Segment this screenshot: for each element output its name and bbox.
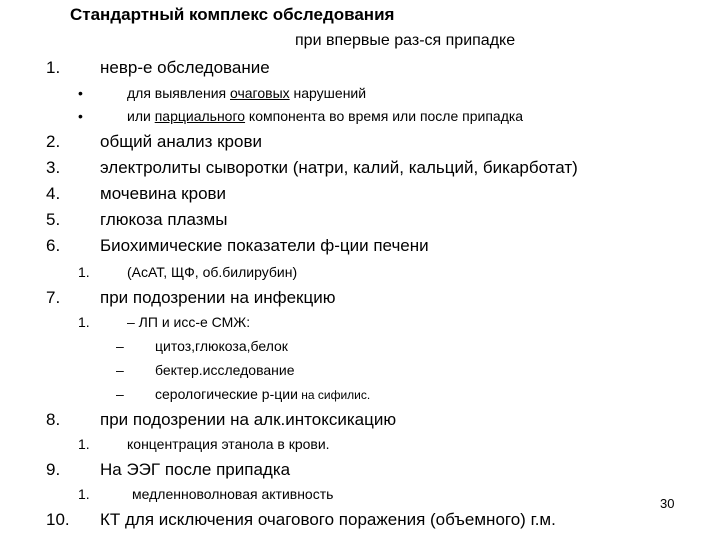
- bullet-icon: •: [78, 85, 83, 101]
- sub-list-item: – ЛП и исс-е СМЖ:: [127, 314, 251, 330]
- page-number: 30: [660, 496, 675, 511]
- list-number: 6.: [46, 236, 61, 255]
- list-number: 10.: [46, 510, 70, 529]
- list-item: На ЭЭГ после припадка: [100, 460, 291, 479]
- list-number: 3.: [46, 158, 61, 177]
- list-item: Биохимические показатели ф-ции печени: [100, 236, 429, 255]
- dash-icon: –: [116, 362, 124, 378]
- list-number: 8.: [46, 410, 61, 429]
- list-number: 5.: [46, 210, 61, 229]
- sub-list-number: 1.: [78, 314, 90, 330]
- list-item: глюкоза плазмы: [100, 210, 228, 229]
- list-number: 1.: [46, 58, 61, 77]
- sub-sub-list-item: цитоз,глюкоза,белок: [155, 338, 288, 354]
- list-item: общий анализ крови: [100, 132, 262, 151]
- dash-icon: –: [116, 386, 124, 402]
- sub-sub-list-item: серологические р-ции на сифилис.: [155, 386, 371, 402]
- sub-list-item: медленноволновая активность: [132, 486, 334, 502]
- bullet-icon: •: [78, 108, 83, 124]
- sub-list-item: (АсАТ, ЩФ, об.билирубин): [127, 264, 298, 280]
- list-number: 2.: [46, 132, 61, 151]
- list-item: КТ для исключения очагового поражения (объемного) г.м.: [100, 510, 556, 529]
- sub-sub-list-item: бектер.исследование: [155, 362, 295, 378]
- list-item: электролиты сыворотки (натри, калий, кальций, бикарботат): [100, 158, 578, 177]
- list-item: мочевина крови: [100, 184, 227, 203]
- list-item: невр-е обследование: [100, 58, 270, 77]
- sub-list-item: для выявления очаговых нарушений: [127, 85, 367, 101]
- list-item: при подозрении на инфекцию: [100, 288, 336, 307]
- sub-list-item: концентрация этанола в крови.: [127, 436, 330, 452]
- sub-list-number: 1.: [78, 486, 90, 502]
- sub-list-number: 1.: [78, 264, 90, 280]
- list-number: 9.: [46, 460, 61, 479]
- page-title: Стандартный комплекс обследования: [70, 5, 395, 24]
- dash-icon: –: [116, 338, 124, 354]
- list-number: 4.: [46, 184, 61, 203]
- list-number: 7.: [46, 288, 61, 307]
- page-subtitle: при впервые раз-ся припадке: [295, 32, 516, 49]
- sub-list-number: 1.: [78, 436, 90, 452]
- list-item: при подозрении на алк.интоксикацию: [100, 410, 397, 429]
- sub-list-item: или парциального компонента во время или после припадка: [127, 108, 524, 124]
